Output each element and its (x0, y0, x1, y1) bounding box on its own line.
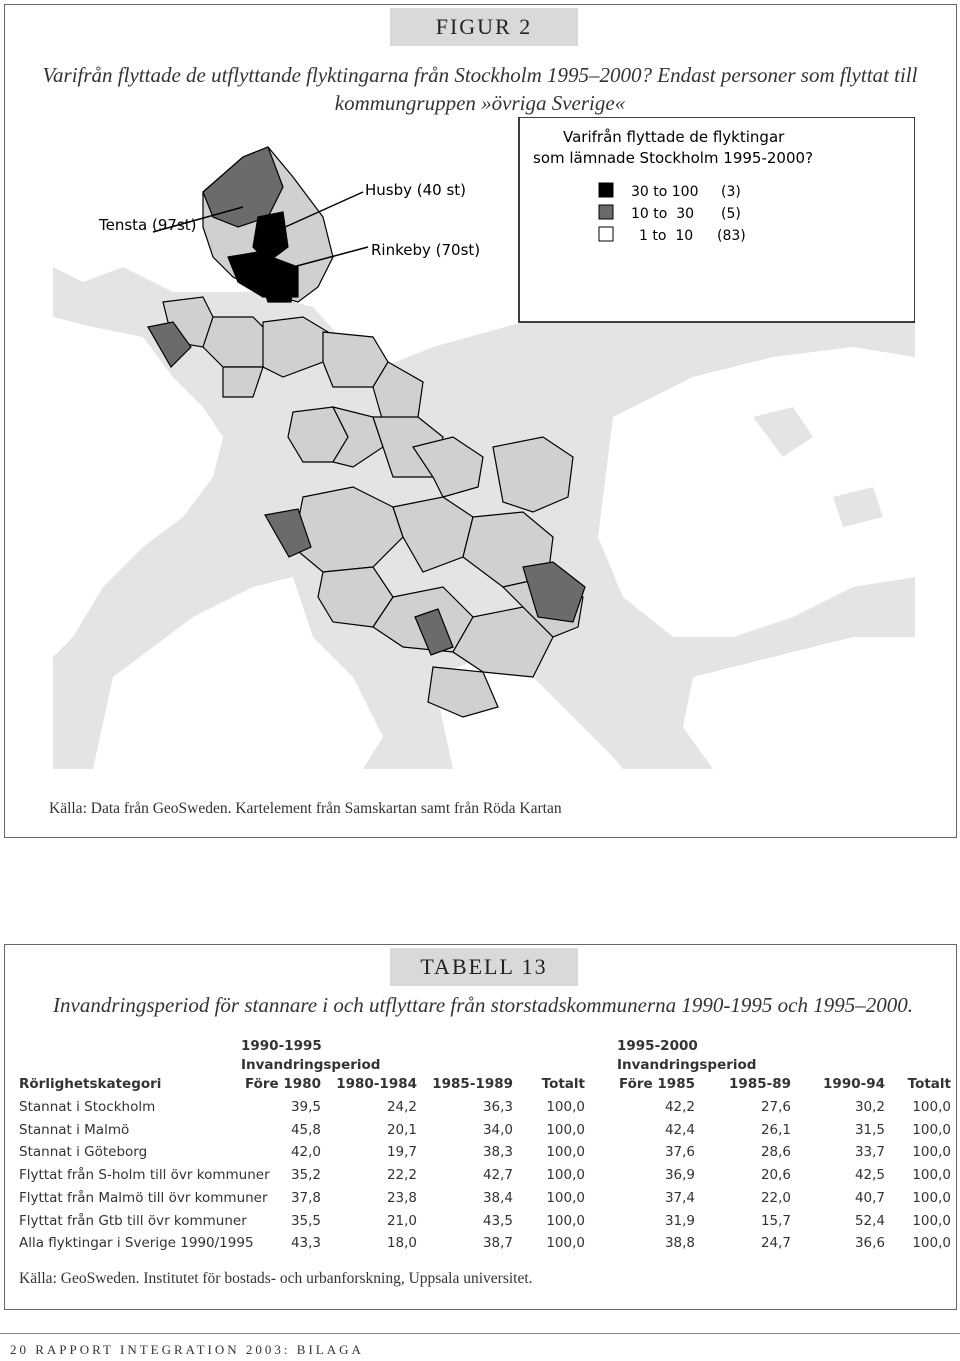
column-header: 1990-94 (823, 1076, 885, 1092)
column-header: 1985-89 (729, 1076, 791, 1092)
table-cell: 52,4 (854, 1212, 885, 1229)
table-cell: 20,6 (760, 1167, 791, 1184)
label-husby: Husby (40 st) (365, 181, 467, 199)
table-cell: 42,7 (482, 1167, 513, 1184)
table-cell: 37,8 (290, 1189, 321, 1206)
page-footer: 20 RAPPORT INTEGRATION 2003: BILAGA (10, 1342, 364, 1357)
table-cell: 100,0 (912, 1235, 951, 1252)
column-header: Före 1985 (618, 1076, 695, 1092)
table-cell: 18,0 (386, 1235, 417, 1252)
row-label: Stannat i Stockholm (19, 1099, 156, 1115)
table-cell: 20,1 (386, 1121, 417, 1138)
table-cell: 24,7 (760, 1235, 791, 1252)
row-label: Flyttat från S-holm till övr kommuner (19, 1167, 270, 1184)
figure-panel (4, 4, 957, 838)
table-cell: 36,3 (482, 1099, 513, 1115)
table-cell: 38,3 (482, 1144, 513, 1161)
label-tensta: Tensta (97st) (99, 216, 197, 234)
table-panel (4, 944, 957, 1310)
district-rinkeby-2 (263, 285, 293, 302)
column-header: Totalt (541, 1076, 585, 1092)
map-legend-box (519, 117, 915, 322)
row-label: Stannat i Göteborg (19, 1144, 148, 1161)
row-label: Flyttat från Malmö till övr kommuner (19, 1189, 268, 1206)
table-cell: 100,0 (546, 1212, 585, 1229)
row-label: Stannat i Malmö (19, 1121, 130, 1138)
table-cell: 100,0 (546, 1189, 585, 1206)
label-rinkeby: Rinkeby (70st) (371, 241, 481, 259)
column-header: 1980-1984 (336, 1076, 417, 1092)
table-cell: 100,0 (912, 1121, 951, 1138)
table-cell: 30,2 (854, 1099, 885, 1115)
table-cell: 40,7 (854, 1189, 885, 1206)
table-cell: 19,7 (386, 1144, 417, 1161)
table-caption: Invandringsperiod för stannare i och utflyttare från storstadskommunerna 1990-1995 och 1995–2000. (53, 993, 913, 1017)
table-cell: 100,0 (546, 1235, 585, 1252)
table-label: TABELL 13 (390, 948, 578, 986)
table-cell: 31,5 (854, 1121, 885, 1138)
legend-count-high: (3) (721, 184, 741, 200)
group1-subtitle: Invandringsperiod (241, 1057, 381, 1073)
row-label: Flyttat från Gtb till övr kommuner (19, 1212, 247, 1229)
table-cell: 45,8 (290, 1121, 321, 1138)
table-cell: 42,4 (664, 1121, 695, 1138)
table-cell: 35,5 (290, 1212, 321, 1229)
table-cell: 37,4 (664, 1189, 695, 1206)
table-cell: 35,2 (290, 1167, 321, 1184)
table-cell: 100,0 (546, 1121, 585, 1138)
legend-count-low: (83) (717, 228, 746, 244)
table-cell: 100,0 (912, 1167, 951, 1184)
table-cell: 21,0 (386, 1212, 417, 1229)
stockholm-refugee-map (53, 117, 915, 769)
table-cell: 42,0 (290, 1144, 321, 1161)
group1-years: 1990-1995 (241, 1038, 322, 1054)
legend-title-line1: Varifrån flyttade de flyktingar (563, 128, 785, 146)
legend-range-high: 30 to 100 (631, 184, 699, 200)
table-cell: 36,9 (664, 1167, 695, 1184)
table-cell: 100,0 (912, 1189, 951, 1206)
table-cell: 38,7 (482, 1235, 513, 1252)
legend-count-mid: (5) (721, 206, 741, 222)
table-cell: 42,5 (854, 1167, 885, 1184)
table-cell: 38,8 (664, 1235, 695, 1252)
table-cell: 100,0 (912, 1144, 951, 1161)
table-cell: 22,2 (386, 1167, 417, 1184)
table-cell: 100,0 (546, 1144, 585, 1161)
table-cell: 43,5 (482, 1212, 513, 1229)
column-header: Före 1980 (244, 1076, 321, 1092)
table-cell: 23,8 (386, 1189, 417, 1206)
table-cell: 37,6 (664, 1144, 695, 1161)
figure-label: FIGUR 2 (390, 8, 578, 46)
figure-source: Källa: Data från GeoSweden. Kartelement från Samskartan samt från Röda Kartan (49, 800, 562, 817)
table-cell: 36,6 (854, 1235, 885, 1252)
table-cell: 100,0 (912, 1212, 951, 1229)
legend-swatch-low (599, 227, 613, 241)
table-cell: 31,9 (664, 1212, 695, 1229)
table-cell: 100,0 (546, 1167, 585, 1184)
table-source: Källa: GeoSweden. Institutet för bostads- och urbanforskning, Uppsala universitet. (19, 1270, 533, 1287)
group2-subtitle: Invandringsperiod (617, 1057, 757, 1073)
table-cell: 34,0 (482, 1121, 513, 1138)
column-header: 1985-1989 (432, 1076, 513, 1092)
figure-caption: Varifrån flyttade de utflyttande flyktingarna från Stockholm 1995–2000? Endast personer som flyttat till kommungruppen »övriga Sverige« (42, 63, 918, 115)
footer-rule (0, 1333, 960, 1334)
table-cell: 39,5 (290, 1099, 321, 1115)
legend-range-mid: 10 to 30 (631, 206, 695, 222)
legend-swatch-mid (599, 205, 613, 219)
table-cell: 38,4 (482, 1189, 513, 1206)
table-cell: 100,0 (546, 1099, 585, 1115)
table-cell: 27,6 (760, 1099, 791, 1115)
row-label: Alla flyktingar i Sverige 1990/1995 (19, 1235, 254, 1252)
group2-years: 1995-2000 (617, 1038, 698, 1054)
table-cell: 28,6 (760, 1144, 791, 1161)
legend-title-line2: som lämnade Stockholm 1995-2000? (533, 149, 814, 167)
legend-swatch-high (599, 183, 613, 197)
column-header: Rörlighetskategori (19, 1076, 162, 1092)
legend-range-low: 1 to 10 (639, 228, 694, 244)
table-cell: 43,3 (290, 1235, 321, 1252)
table-cell: 100,0 (912, 1099, 951, 1115)
table-cell: 24,2 (386, 1099, 417, 1115)
table-cell: 42,2 (664, 1099, 695, 1115)
table-cell: 22,0 (760, 1189, 791, 1206)
table-cell: 15,7 (760, 1212, 791, 1229)
table-cell: 26,1 (760, 1121, 791, 1138)
table-cell: 33,7 (854, 1144, 885, 1161)
column-header: Totalt (907, 1076, 951, 1092)
